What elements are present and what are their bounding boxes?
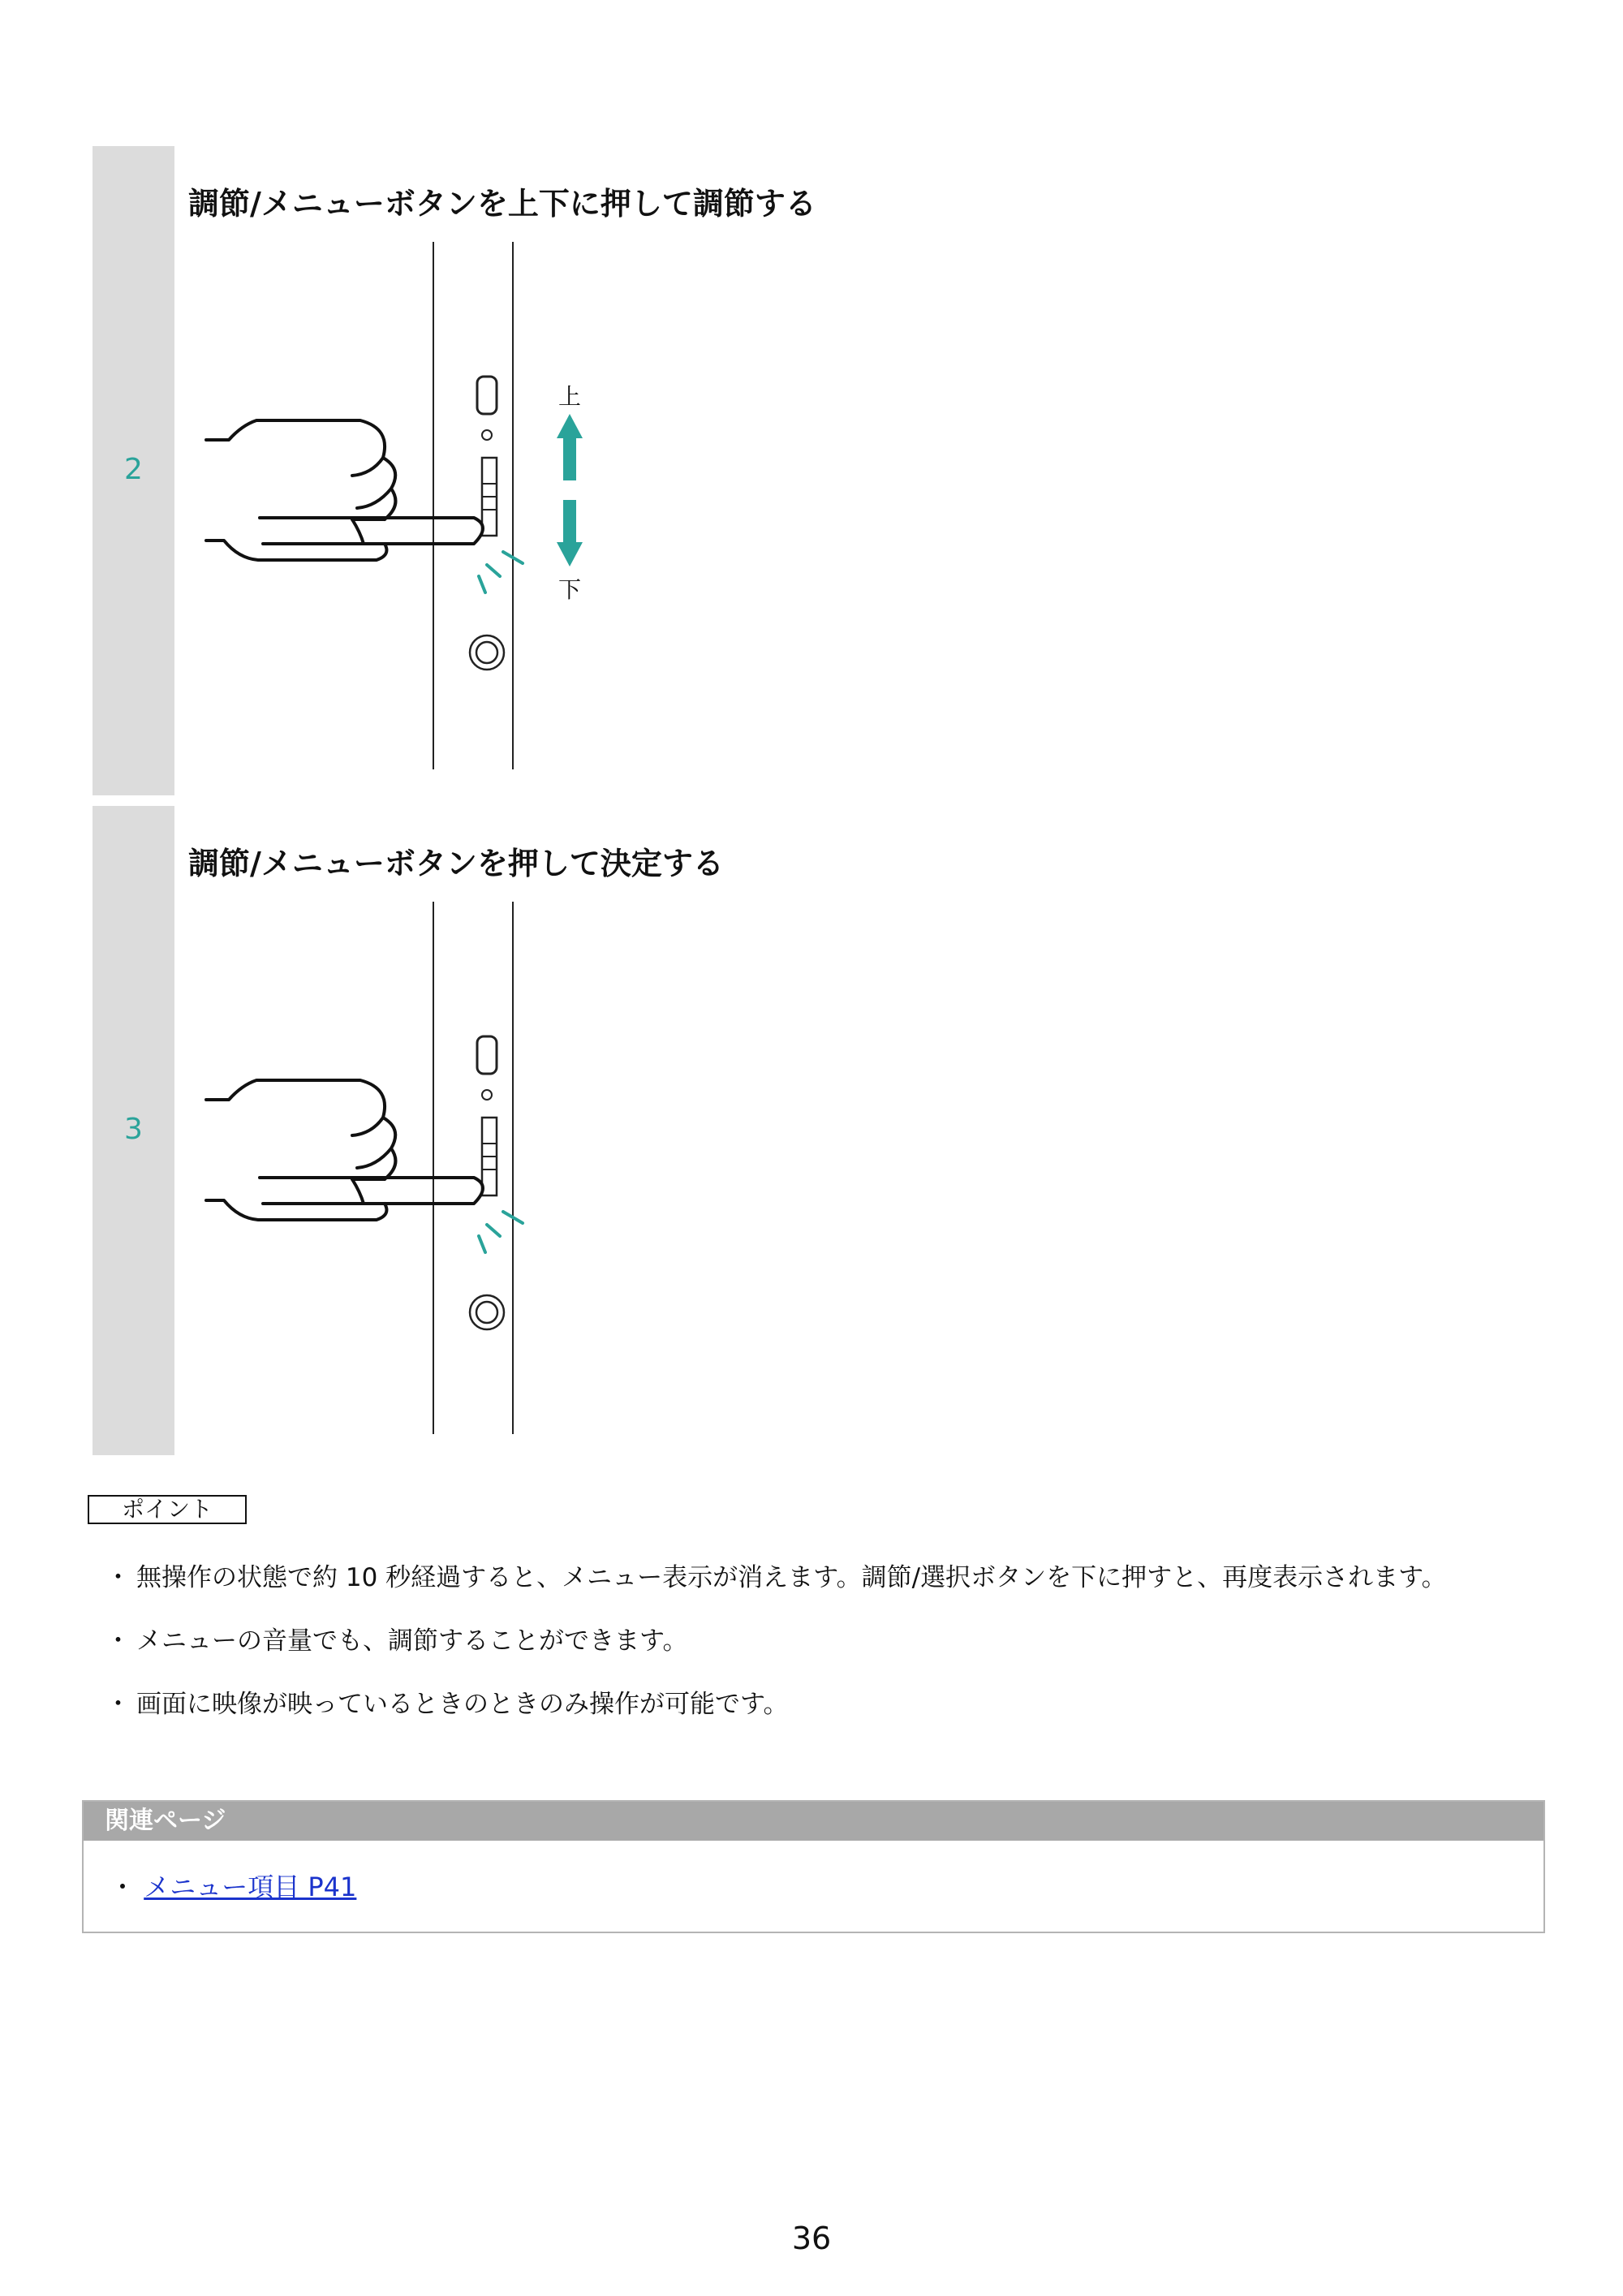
device-button-illustration-updown xyxy=(190,242,612,778)
related-pages-box xyxy=(82,1800,1545,1933)
up-down-arrow-icon xyxy=(557,414,583,566)
press-marks-icon xyxy=(479,552,523,592)
pointing-hand-icon xyxy=(206,1080,483,1220)
bullet-text: 画面に映像が映っているときのときのみ操作が可能です。 xyxy=(136,1690,789,1719)
up-label: 上 xyxy=(558,383,582,410)
related-pages-header: 関連ページ xyxy=(84,1802,1543,1841)
list-item: ・ 画面に映像が映っているときのときのみ操作が可能です。 xyxy=(105,1690,789,1719)
list-item: ・ メニューの音量でも、調節することができます。 xyxy=(105,1626,688,1656)
step-number: 2 xyxy=(124,453,143,486)
pointing-hand-icon xyxy=(206,420,483,560)
step-2 xyxy=(93,146,1553,795)
bullet-text: 無操作の状態で約 10 秒経過すると、メニュー表示が消えます。調節/選択ボタンを下に押すと、再度表示されます。 xyxy=(136,1563,1447,1592)
list-item: ・ 無操作の状態で約 10 秒経過すると、メニュー表示が消えます。調節/選択ボタンを下に押すと、再度表示されます。 xyxy=(105,1563,1447,1592)
step-title: 調節/メニューボタンを押して決定する xyxy=(188,846,724,881)
step-number: 3 xyxy=(124,1113,143,1146)
point-label: ポイント xyxy=(88,1495,247,1524)
down-label: 下 xyxy=(558,576,582,603)
bullet-text: メニューの音量でも、調節することができます。 xyxy=(136,1626,688,1656)
point-bullet-list xyxy=(105,1562,1566,1751)
menu-items-link[interactable]: メニュー項目 P41 xyxy=(144,1872,357,1902)
device-button-illustration-press xyxy=(190,902,612,1437)
step-3 xyxy=(93,806,1553,1455)
page-number: 36 xyxy=(791,2221,832,2256)
related-item: ・ メニュー項目 P41 xyxy=(110,1872,357,1902)
step-number-column xyxy=(93,146,174,795)
step-number-column xyxy=(93,806,174,1455)
step-title: 調節/メニューボタンを上下に押して調節する xyxy=(188,186,816,222)
press-marks-icon xyxy=(479,1212,523,1252)
